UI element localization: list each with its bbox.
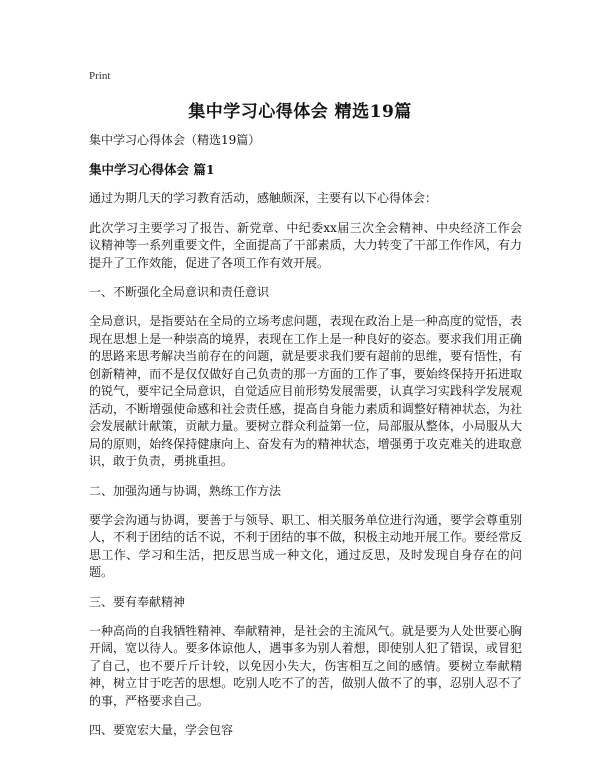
page-title: 集中学习心得体会 精选19篇 (188, 102, 412, 122)
print-link[interactable]: Print (89, 70, 111, 82)
heading-4: 四、要宽宏大量，学会包容 (89, 723, 234, 737)
heading-1: 一、不断强化全局意识和责任意识 (89, 285, 270, 299)
heading-3: 三、要有奉献精神 (89, 594, 186, 609)
document-body (89, 132, 522, 751)
section-title: 集中学习心得体会 篇1 (89, 162, 215, 177)
paragraph-2: 全局意识，是指要站在全局的立场考虑问题，表现在政治上是一种高度的觉悟，表现在思想上是一种崇高的境界，表现在工作上是一种良好的姿态。要求我们用正确的思路来思考解决当前存在的问题，就是要求我们要有超前的思维，要有悟性，有创新精神，而不是仅仅做好自己负责的那一方面的工作了事，要始终保持开拓进取的锐气，要牢记全局意识，自觉适应目前形势发展需要，认真学习实践科学发展观活动，不断增强使命感和社会责任感，提高自身能力素质和调整好精神状态，为社会发展献计献策，贡献力量。要树立群众利益第一位，局部服从整体，小局服从大局的原则，始终保持健康向上、奋发有为的精神状态，增强勇于攻克难关的进取意识，敢于负责，勇挑重担。 (89, 314, 522, 468)
heading-2: 二、加强沟通与协调，熟练工作方法 (89, 483, 282, 498)
document-subtitle: 集中学习心得体会（精选19篇） (89, 133, 261, 147)
paragraph-1: 此次学习主要学习了报告、新党章、中纪委xx届三次全会精神、中央经济工作会议精神等一系列重要文件，全面提高了干部素质，大力转变了干部工作作风，有力提升了工作效能，促进了各项工作有效开展。 (89, 220, 522, 270)
paragraph-4: 一种高尚的自我牺牲精神、奉献精神，是社会的主流风气。就是要为人处世要心胸开阔，宽以待人。要多体谅他人，遇事多为别人着想，即使别人犯了错误，或冒犯了自己，也不要斤斤计较，以免因小失大，伤害相互之间的感情。要树立奉献精神，树立甘于吃苦的思想。吃别人吃不了的苦，做别人做不了的事，忍别人忍不了的事，严格要求自己。 (89, 623, 522, 708)
intro-paragraph: 通过为期几天的学习教育活动，感触颇深，主要有以下心得体会： (89, 191, 438, 205)
paragraph-3: 要学会沟通与协调，要善于与领导、职工、相关服务单位进行沟通，要学会尊重别人，不利于团结的话不说，不利于团结的事不做，积极主动地开展工作。要经常反思工作、学习和生活，把反思当成一种文化，通过反思，及时发现自身存在的问题。 (89, 512, 522, 579)
